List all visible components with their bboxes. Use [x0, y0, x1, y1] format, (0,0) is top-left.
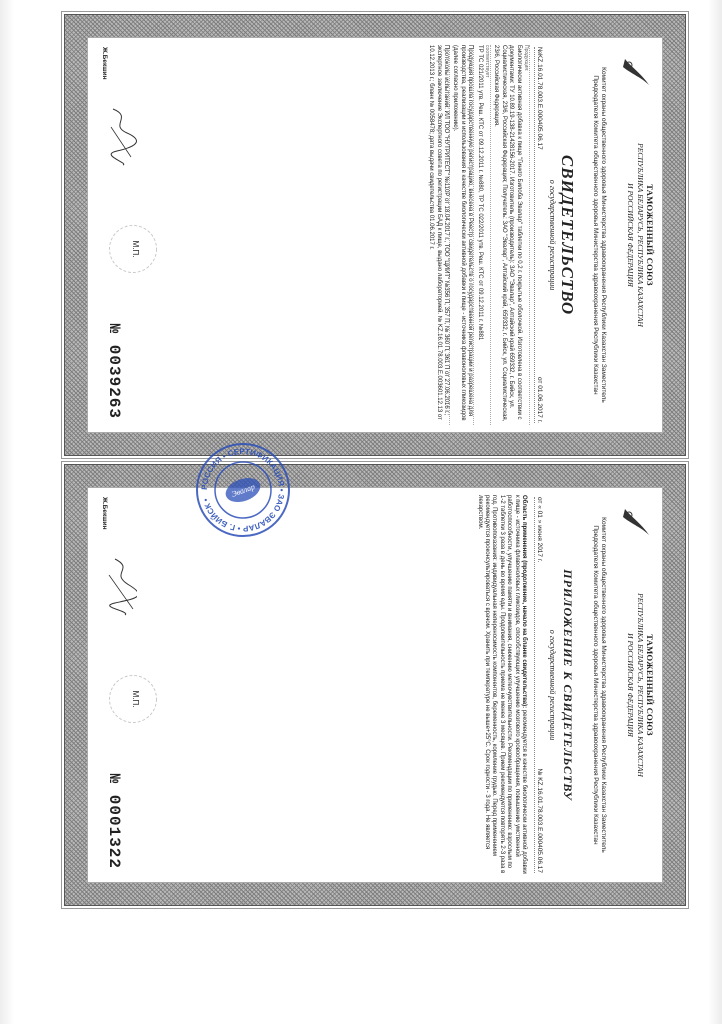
union-title: ТАМОЖЕННЫЙ СОЮЗ	[645, 634, 655, 736]
body-text: рекомендуется в качестве биологически активной добавки к пище - источника флавоноловых гликозидов, способствующих улучшению мозгового кровообращения, повышению умственной работоспособности, улучшению памяти и внимания, снижению метеочувствительности. Рекомендации по применению: взрослым по 1-2 таблетки 3 раза в день во время еды. Продолжительность приема не менее 3 месяцев. Прием рекомендуется повторять 2-3 раза в год. Противопоказания: индивидуальная непереносимость компонентов, беременность, кормление грудью. Перед применением рекомендуется проконсультироваться с врачом. Хранить при температуре не выше+25°С. Срок годности - 3 года. Не является лекарством.	[476, 495, 527, 874]
registration-number: №KZ.16.01.78.003.E.000405.06.17	[536, 47, 543, 150]
seal-placeholder	[109, 675, 157, 723]
certificate-paper	[87, 37, 663, 433]
form-serial-number: № 0001322	[105, 773, 123, 869]
issuing-organization: Комитет охраны общественного здоровья Министерства здравоохранения Республики Казахстан Заместитель Председателя Комитета общественного здоровья Министерства здравоохранения Республики Казахстан	[592, 67, 607, 403]
states-line-2: И РОССИЙСКАЯ ФЕДЕРАЦИЯ	[626, 183, 635, 287]
appendix-subtitle: о государственной регистрации	[548, 629, 557, 741]
appendix-header	[625, 487, 655, 883]
signature-scribble-icon	[107, 557, 137, 617]
document-title: СВИДЕТЕЛЬСТВО	[558, 154, 577, 316]
seal-label: М.П.	[131, 240, 140, 258]
product-section	[427, 45, 531, 425]
product-label: Продукция:	[522, 45, 530, 425]
appendix-paper	[87, 487, 663, 883]
appendix-body	[475, 495, 527, 875]
appendix-title: ПРИЛОЖЕНИЕ К СВИДЕТЕЛЬСТВУ	[561, 569, 575, 801]
signer-name: Ж.Бекшин	[101, 47, 108, 80]
union-title: ТАМОЖЕННЫЙ СОЮЗ	[645, 184, 655, 286]
date-day: от « 01 »	[536, 497, 543, 524]
states-line-1: РЕСПУБЛИКА БЕЛАРУСЬ, РЕСПУБЛИКА КАЗАХСТАН	[636, 593, 645, 777]
appendix-date	[536, 497, 543, 562]
issuing-organization: Комитет охраны общественного здоровья Министерства здравоохранения Республики Казахстан Заместитель Председателя Комитета общественного здоровья Министерства здравоохранения Республики Казахстан	[592, 517, 607, 853]
protocols-text: Протоколы испытаний: ИЛ ТОО "НУТРИТЕСТ" №110Р от 18.04.2017 г., ТОО "ЦИИТ" №356 П, 357 П, № 360 П, 361 П от 27.06.2016 г.; экспертное заключение Экспертного совета по регистрации БАД к пище, выдано лабораторией. № KZ.16.01.78.003.E.003601.12.13 от 10.12.2013 г.; бланк № 0058478; дата выдачи свидетельства 01.06.2017 г.	[428, 45, 449, 420]
signature-block	[101, 497, 108, 530]
document-subtitle: о государственной регистрации	[548, 179, 557, 291]
stamp-ring-text: РОССИЯ • СЕРТИФИКАЦИЯ • ЗАО ЭВАЛАР • Г. БИЙСК •	[199, 446, 287, 534]
states-line-2: И РОССИЙСКАЯ ФЕДЕРАЦИЯ	[626, 633, 635, 737]
permit-text: Продукция прошла государственную регистрацию, внесена в Реестр свидетельств о государственной регистрации и разрешена для производства, реализации и использования в качестве биологически активной добавки к пище - источника флавоноловых гликозидов (далее согласно приложению).	[452, 45, 474, 421]
date-month: июня	[536, 525, 543, 541]
registration-number: № KZ.16.01.78.003.E.000405.06.17	[536, 768, 543, 873]
appendix-meta	[534, 497, 543, 873]
seal-placeholder	[109, 225, 157, 273]
seal-label: М.П.	[131, 690, 140, 708]
signature-block	[101, 47, 108, 80]
product-text: Биологически активная добавка к пище "Гинкго Билоба Эвалар" таблетки по 0,2 г. покрытые оболочкой. Изготовлена в соответствии с документами: ТУ 10.89.19-138-21428156-2017. Изготовитель (производитель): ЗАО "Эвалар", Алтайский край 659332, г. Бийск, ул. Социалистическая, 23/6, Российская Федерация; Получатель: ЗАО "Эвалар", Алтайский край, 659332, г. Бийск, ул. Социалистическая, 23/6, Российская Федерация.	[493, 45, 522, 422]
protocols-label	[449, 45, 450, 425]
form-serial-number: № 0039263	[105, 323, 123, 419]
compliance-label: соответствует	[483, 45, 491, 425]
certificate-sheet	[64, 14, 686, 456]
appendix-sheet	[64, 464, 686, 906]
compliance-text: ТР ТС 021/2011 утв. Реш. КТС от 09.12.2011 г. №880, ТР ТС 022/2011 утв. Реш. КТС от 09.12.2011 г. №881	[476, 45, 483, 341]
body-label: Область применения (продолжение, начало на бланке свидетельства):	[521, 495, 527, 709]
date-year: 2017 г.	[536, 542, 543, 563]
signature-scribble-icon	[107, 107, 137, 167]
certificate-header	[625, 37, 655, 433]
registration-date: от 01.06.2017 г.	[536, 377, 543, 423]
states-line-1: РЕСПУБЛИКА БЕЛАРУСЬ, РЕСПУБЛИКА КАЗАХСТАН	[636, 143, 645, 327]
certificate-content	[87, 37, 663, 433]
registration-meta	[534, 47, 543, 423]
signer-name: Ж.Бекшин	[101, 497, 108, 530]
appendix-content	[87, 487, 663, 883]
stamp-center-text: Эвалар	[230, 482, 257, 499]
permit-label	[473, 45, 474, 425]
company-stamp-icon	[195, 442, 291, 538]
